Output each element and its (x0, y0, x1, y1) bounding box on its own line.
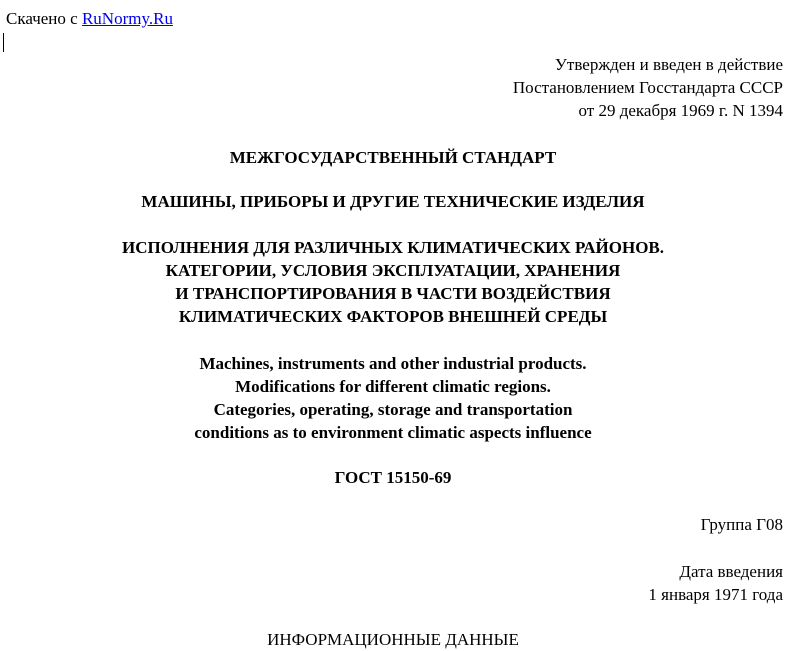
source-link[interactable]: RuNormy.Ru (81, 9, 173, 28)
title-ru-line: ИСПОЛНЕНИЯ ДЛЯ РАЗЛИЧНЫХ КЛИМАТИЧЕСКИХ РАЙОНОВ. (121, 238, 665, 257)
title-ru-line: И ТРАНСПОРТИРОВАНИЯ В ЧАСТИ ВОЗДЕЙСТВИЯ (175, 284, 611, 303)
introduction-label: Дата введения (679, 562, 783, 581)
source-line (6, 7, 173, 30)
title-en-line: Machines, instruments and other industrial products. (199, 354, 587, 373)
title-russian (0, 236, 786, 328)
title-ru-line: КАТЕГОРИИ, УСЛОВИЯ ЭКСПЛУАТАЦИИ, ХРАНЕНИЯ (165, 261, 621, 280)
info-heading: ИНФОРМАЦИОННЫЕ ДАННЫЕ (267, 630, 519, 649)
gost-number: ГОСТ 15150-69 (334, 468, 452, 487)
product-scope-heading: МАШИНЫ, ПРИБОРЫ И ДРУГИЕ ТЕХНИЧЕСКИЕ ИЗДЕЛИЯ (141, 192, 645, 211)
title-english (0, 352, 786, 444)
introduction-date-block (648, 560, 783, 606)
group-code: Группа Г08 (700, 515, 783, 534)
standard-type-heading: МЕЖГОСУДАРСТВЕННЫЙ СТАНДАРТ (229, 148, 557, 167)
source-prefix: Скачено с (6, 9, 82, 28)
title-en-line: Categories, operating, storage and transportation (213, 400, 573, 419)
introduction-date: 1 января 1971 года (648, 585, 783, 604)
approval-line: Утвержден и введен в действие (554, 55, 783, 74)
title-en-line: Modifications for different climatic regions. (235, 377, 551, 396)
text-cursor (3, 33, 4, 52)
approval-block (513, 53, 783, 122)
approval-line: от 29 декабря 1969 г. N 1394 (578, 101, 783, 120)
approval-line: Постановлением Госстандарта СССР (512, 78, 783, 97)
title-en-line: conditions as to environment climatic aspects influence (194, 423, 592, 442)
title-ru-line: КЛИМАТИЧЕСКИХ ФАКТОРОВ ВНЕШНЕЙ СРЕДЫ (178, 307, 608, 326)
